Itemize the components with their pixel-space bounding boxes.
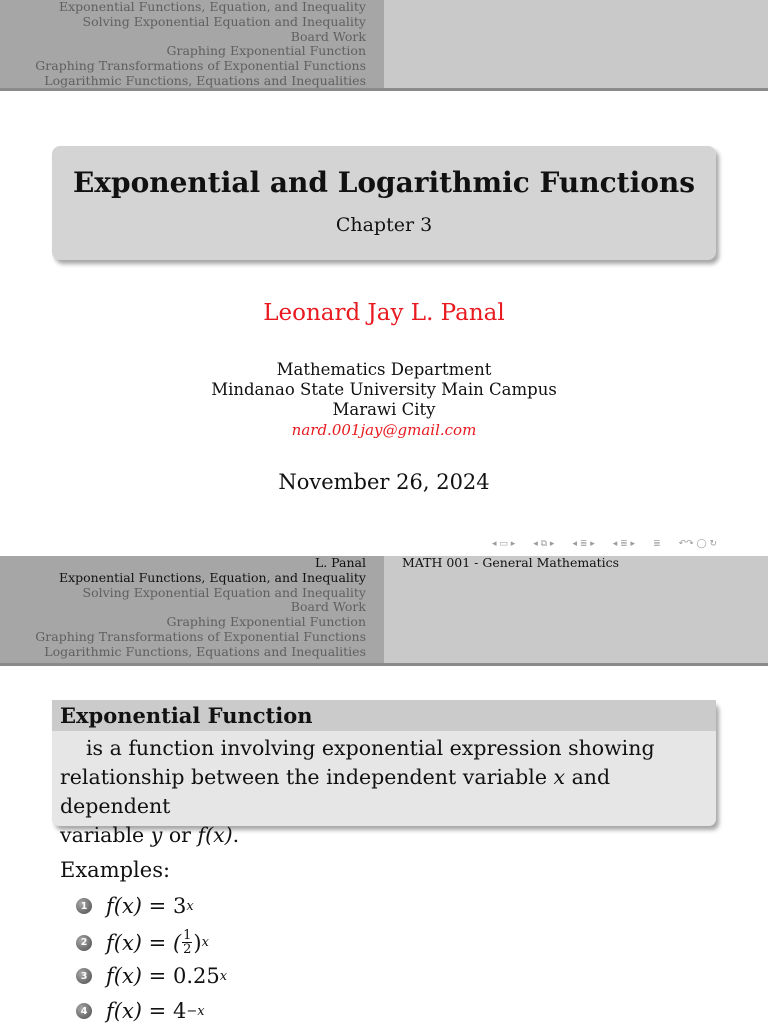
nav-frame-control[interactable]: ◂ ▭ ▸ xyxy=(492,539,516,549)
university: Mindanao State University Main Campus xyxy=(211,380,557,399)
fraction xyxy=(182,929,192,956)
definition-block xyxy=(52,700,716,847)
author-name: Leonard Jay L. Panal xyxy=(263,300,505,326)
nav-item-exp-functions[interactable]: Exponential Functions, Equation, and Inequality xyxy=(58,0,366,14)
definition-line-2b: and dependent xyxy=(60,765,611,818)
enum-bullet: 4 xyxy=(76,1003,92,1019)
nav-item-solving-exp[interactable]: Solving Exponential Equation and Inequality xyxy=(82,584,366,600)
slide2-header-bar xyxy=(0,556,768,663)
example-lhs: f(x) = xyxy=(106,964,167,988)
definition-line-3b: or xyxy=(162,823,198,847)
slide2-header-right xyxy=(384,556,768,663)
nav-item-board-work[interactable]: Board Work xyxy=(290,28,366,44)
email-link[interactable]: nard.001jay@gmail.com xyxy=(291,421,477,439)
slide-title: Exponential and Logarithmic Functions xyxy=(72,166,696,199)
example-lhs: f(x) = xyxy=(106,894,167,918)
definition-line-2a: relationship between the independent variable xyxy=(60,765,554,789)
top-header-nav xyxy=(0,0,384,88)
var-y: y xyxy=(150,823,163,847)
example-exponent: −x xyxy=(186,1003,205,1019)
beamer-nav-controls xyxy=(490,536,719,552)
fraction-numerator: 1 xyxy=(183,928,192,943)
nav-item-log-functions[interactable]: Logarithmic Functions, Equations and Inequalities xyxy=(44,643,366,659)
top-header-right xyxy=(384,0,768,88)
top-header-bar xyxy=(0,0,768,88)
definition-line-3c: . xyxy=(232,823,240,847)
undo-redo-search-icon[interactable]: ↶↷ ◯ ↻ xyxy=(678,539,718,549)
header-divider xyxy=(0,88,768,91)
example-item-3 xyxy=(76,964,227,988)
example-lhs: f(x) = xyxy=(106,999,167,1023)
nav-item-graphing-transformations[interactable]: Graphing Transformations of Exponential Functions xyxy=(35,58,366,74)
slide-subtitle: Chapter 3 xyxy=(335,214,433,236)
example-item-2 xyxy=(76,929,209,956)
definition-title: Exponential Function xyxy=(52,700,716,731)
nav-item-graphing-transformations[interactable]: Graphing Transformations of Exponential Functions xyxy=(35,628,366,644)
nav-item-graphing-exp[interactable]: Graphing Exponential Function xyxy=(166,43,366,59)
definition-line-3a: variable xyxy=(60,823,151,847)
nav-subsection-control[interactable]: ◂ ⧉ ▸ xyxy=(533,539,555,549)
example-base: 3 xyxy=(172,894,187,918)
nav-outline-icon[interactable]: ≣ xyxy=(653,539,661,549)
example-paren-close: ) xyxy=(193,930,202,955)
city: Marawi City xyxy=(332,400,436,419)
header-author-short: L. Panal xyxy=(314,555,366,570)
title-block xyxy=(52,146,716,260)
example-exponent: x xyxy=(219,968,228,984)
definition-body xyxy=(52,731,716,850)
example-item-4 xyxy=(76,999,205,1023)
header-divider xyxy=(0,663,768,666)
examples-label: Examples: xyxy=(60,858,171,882)
enum-bullet: 3 xyxy=(76,968,92,984)
nav-item-board-work[interactable]: Board Work xyxy=(290,599,366,615)
department: Mathematics Department xyxy=(276,360,492,379)
nav-item-log-functions[interactable]: Logarithmic Functions, Equations and Inequalities xyxy=(44,72,366,88)
example-exponent: x xyxy=(186,898,194,914)
nav-item-graphing-exp[interactable]: Graphing Exponential Function xyxy=(166,614,366,630)
slide2-header-nav xyxy=(0,556,384,663)
var-fx: f(x) xyxy=(197,823,233,847)
example-base: 4 xyxy=(172,999,187,1023)
fraction-denominator: 2 xyxy=(183,942,192,957)
example-lhs: f(x) = ( xyxy=(106,930,182,955)
enum-bullet: 1 xyxy=(76,898,92,914)
nav-section-control[interactable]: ◂ ≣ ▸ xyxy=(572,539,595,549)
enum-bullet: 2 xyxy=(76,935,92,951)
nav-item-exp-functions-active[interactable]: Exponential Functions, Equation, and Inequality xyxy=(58,569,366,585)
nav-subsection-list-control[interactable]: ◂ ≣ ▸ xyxy=(612,539,636,549)
example-item-1 xyxy=(76,894,194,918)
example-base: 0.25 xyxy=(172,964,220,988)
var-x: x xyxy=(553,765,566,789)
example-exponent: x xyxy=(201,935,209,950)
definition-line-1: is a function involving exponential expression showing xyxy=(86,736,655,760)
presentation-date: November 26, 2024 xyxy=(278,470,490,494)
nav-item-solving-exp[interactable]: Solving Exponential Equation and Inequality xyxy=(82,13,366,29)
course-title: MATH 001 - General Mathematics xyxy=(402,555,620,570)
